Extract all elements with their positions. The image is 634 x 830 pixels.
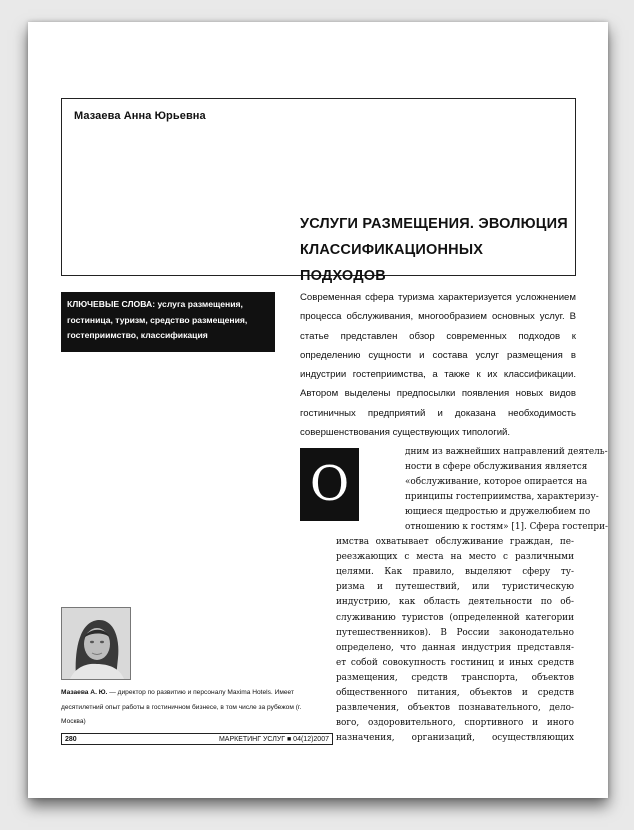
- body-line: дним из важнейших направлений деятель-: [405, 447, 608, 457]
- body-line: ризма и путешествий, или туристическую: [336, 582, 574, 593]
- keywords-label: КЛЮЧЕВЫЕ СЛОВА:: [67, 299, 156, 309]
- page-number: 280: [65, 736, 77, 743]
- bio-name: Мазаева А. Ю.: [61, 689, 108, 696]
- body-line: ющиеся щедростью и дружелюбием по: [405, 507, 591, 518]
- body-line: назначения, организаций, осуществляющих: [336, 732, 574, 743]
- body-line: ности в сфере обслуживания является: [405, 462, 588, 473]
- body-line: общественного питания, объектов и средств: [336, 687, 574, 698]
- body-line: принципы гостеприимства, характеризу-: [405, 492, 599, 503]
- body-text: [318, 445, 609, 746]
- body-line: путешественников). В России законодательно: [336, 627, 574, 638]
- article-header: [61, 98, 576, 284]
- page-footer: [61, 733, 333, 745]
- portrait-image: [62, 608, 130, 679]
- body-line: ет собой совокупность гостиниц и иных средств: [336, 657, 574, 668]
- body-line: «обслуживание, которое опирается на: [405, 477, 588, 488]
- keywords-text: услуга размещения, гостиница, туризм, средство размещения, гостеприимство, классификация: [67, 299, 248, 340]
- body-line: имства охватывает обслуживание граждан, пе-: [336, 537, 574, 548]
- body-line: служиванию туристов (определенной категории: [336, 612, 574, 623]
- body-line: размещения, средств транспорта, объектов: [336, 672, 574, 683]
- body-line: вого, оздоровительного, спортивного и иного: [336, 717, 574, 728]
- title-line-2: КЛАССИФИКАЦИОННЫХ ПОДХОДОВ: [300, 242, 484, 284]
- keywords-box: [61, 292, 275, 352]
- author-name: Мазаева Анна Юрьевна: [74, 110, 206, 122]
- journal-issue: МАРКЕТИНГ УСЛУГ ■ 04(12)2007: [218, 736, 329, 743]
- abstract: Современная сфера туризма характеризуется усложнением процесса обслуживания, многообразием основных услуг. В статье представлен обзор современных подходов к определению сущности и состава услуг размещения в индустрии гостеприимства, а также к их классификации. Автором выделены предпосылки появления новых видов гостиничных предприятий и доказана необходимость совершенствования существующих типологий.: [300, 292, 576, 439]
- author-photo: [61, 607, 131, 680]
- bio-text: — директор по развитию и персоналу Maxima Hotels. Имеет десятилетний опыт работы в гостиничном бизнесе, в том числе за рубежом (г. Москва): [61, 689, 302, 725]
- body-line: определено, что данная индустрия представля-: [336, 642, 574, 653]
- body-line: индустрию, как область деятельности по об-: [336, 597, 574, 608]
- body-line: развлечения, объектов познавательного, дело-: [336, 702, 574, 713]
- title-line-1: УСЛУГИ РАЗМЕЩЕНИЯ. ЭВОЛЮЦИЯ: [300, 216, 568, 232]
- body-line: отношению к гостям» [1]. Сфера гостепри-: [405, 522, 609, 533]
- article-title: [300, 211, 570, 289]
- body-line: реезжающих с места на место с различными: [336, 552, 574, 563]
- body-line: целями. Как правило, выделяют сферу ту-: [336, 567, 574, 578]
- journal-page: [28, 22, 608, 798]
- drop-cap: О: [300, 448, 359, 521]
- author-bio: [61, 686, 306, 730]
